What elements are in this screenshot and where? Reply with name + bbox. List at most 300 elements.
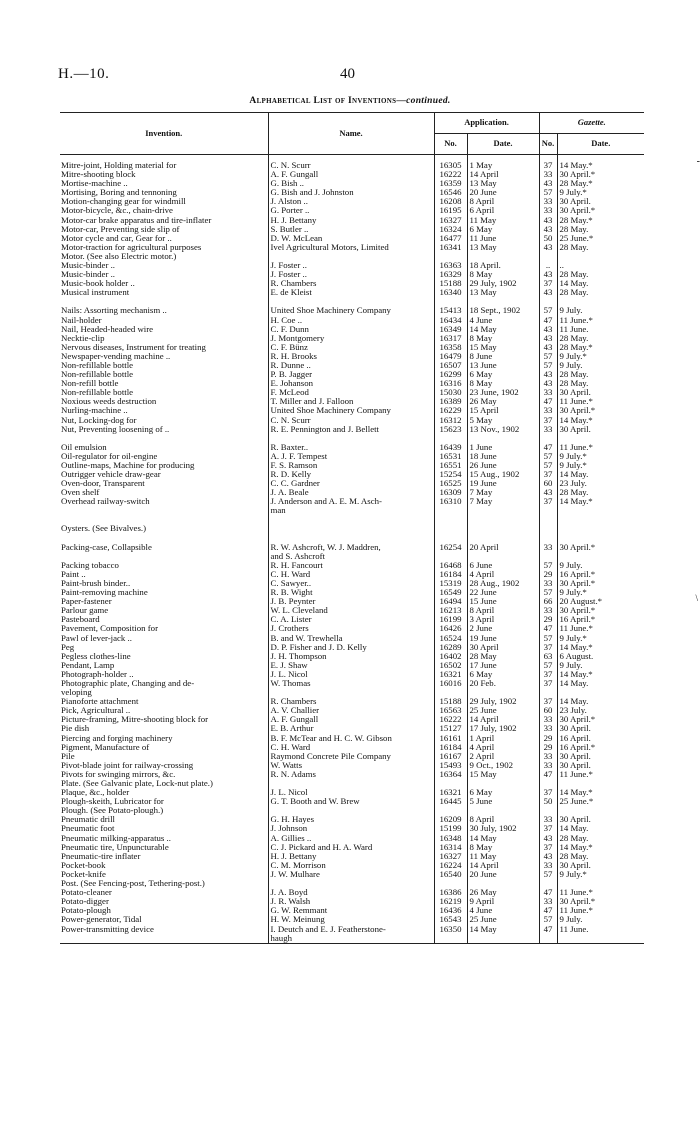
application-date: 14 April	[467, 170, 539, 179]
name-cell: F. S. Ramson	[268, 461, 434, 470]
application-date: 30 July, 1902	[467, 824, 539, 833]
application-number	[434, 297, 467, 306]
gazette-date: 14 May.*	[557, 788, 644, 797]
invention-cell: Motor cycle and car, Gear for ..	[61, 233, 172, 243]
table-row	[60, 225, 644, 234]
name-cell: R. B. Wight	[268, 588, 434, 597]
table-row	[60, 216, 644, 225]
table-row	[60, 252, 644, 261]
application-date: 4 April	[467, 743, 539, 752]
gazette-number: 57	[539, 870, 557, 879]
application-number: 15319	[434, 579, 467, 588]
application-number: 15030	[434, 388, 467, 397]
application-number: 16184	[434, 570, 467, 579]
gazette-date: 9 July.	[557, 361, 644, 370]
name-cell: J. Johnson	[268, 824, 434, 833]
application-date	[467, 297, 539, 306]
gazette-number: 57	[539, 915, 557, 924]
gazette-number: 57	[539, 634, 557, 643]
gazette-number: 37	[539, 279, 557, 288]
table-row	[60, 843, 644, 852]
application-number: 16386	[434, 888, 467, 897]
application-date: 15 May	[467, 770, 539, 779]
gazette-date: 14 May.*	[557, 843, 644, 852]
gazette-date: 11 June.*	[557, 443, 644, 452]
application-number: 16494	[434, 597, 467, 606]
gazette-number	[539, 434, 557, 443]
gazette-number: 37	[539, 497, 557, 506]
application-number: 16341	[434, 243, 467, 252]
gazette-date: 20 August.*	[557, 597, 644, 606]
name-cell: F. McLeod	[268, 388, 434, 397]
gazette-number: 33	[539, 724, 557, 733]
application-number: 16436	[434, 906, 467, 915]
gazette-date: 30 April.*	[557, 170, 644, 179]
application-number: 16348	[434, 834, 467, 843]
invention-cell: Nut, Preventing loosening of ..	[61, 424, 170, 434]
application-date: 13 Nov., 1902	[467, 425, 539, 434]
application-number	[434, 515, 467, 524]
gazette-date	[557, 252, 644, 261]
invention-cell: Paint-removing machine	[61, 588, 148, 598]
application-number: 16254	[434, 543, 467, 552]
application-number: 16359	[434, 179, 467, 188]
name-cell: I. Deutch and E. J. Featherstone-	[268, 925, 434, 934]
application-date: 13 June	[467, 361, 539, 370]
application-number	[434, 806, 467, 815]
application-date: 18 June	[467, 452, 539, 461]
gazette-date: 9 July.*	[557, 461, 644, 470]
invention-cell: Potato-digger	[61, 897, 109, 907]
gazette-date: 11 June.*	[557, 316, 644, 325]
gazette-date: ..	[557, 261, 644, 270]
name-cell	[268, 515, 434, 524]
name-cell: R. N. Adams	[268, 770, 434, 779]
name-cell: C. N. Scurr	[268, 416, 434, 425]
gazette-date: 25 June.*	[557, 234, 644, 243]
col-header-gaz-no: No.	[539, 134, 557, 155]
application-number: 16161	[434, 734, 467, 743]
application-date: 23 June, 1902	[467, 388, 539, 397]
gazette-date: 11 June.*	[557, 770, 644, 779]
table-row	[60, 606, 644, 615]
gazette-number: 57	[539, 352, 557, 361]
application-number: 16350	[434, 925, 467, 934]
table-row	[60, 824, 644, 833]
application-number: 16199	[434, 615, 467, 624]
col-header-name: Name.	[268, 113, 434, 155]
application-date: 1 June	[467, 443, 539, 452]
table-row	[60, 770, 644, 779]
name-cell	[268, 434, 434, 443]
table-row	[60, 352, 644, 361]
gazette-number: 43	[539, 343, 557, 352]
invention-cell: Pendant, Lamp	[61, 660, 115, 670]
invention-cell: Music-binder ..	[61, 261, 115, 271]
application-number: 16439	[434, 443, 467, 452]
application-date: 8 May	[467, 379, 539, 388]
application-date: 11 May	[467, 216, 539, 225]
gazette-number: ..	[539, 261, 557, 270]
gazette-date: 30 April.	[557, 752, 644, 761]
gazette-date: 30 April.*	[557, 206, 644, 215]
gazette-number: 43	[539, 325, 557, 334]
invention-cell: Motor-bicycle, &c., chain-drive	[61, 206, 173, 216]
table-row	[60, 243, 644, 252]
gazette-date: 28 May.	[557, 370, 644, 379]
application-number	[434, 688, 467, 697]
invention-cell: Pneumatic drill	[61, 815, 115, 825]
application-number: 16208	[434, 197, 467, 206]
gazette-date: 9 July.	[557, 915, 644, 924]
application-number: 16222	[434, 715, 467, 724]
gazette-number	[539, 934, 557, 944]
name-cell: J. Foster ..	[268, 270, 434, 279]
application-date: 19 June	[467, 479, 539, 488]
table-row	[60, 488, 644, 497]
gazette-number: 29	[539, 570, 557, 579]
invention-cell: Pneumatic milking-apparatus ..	[61, 833, 171, 843]
gazette-date: 14 May.	[557, 679, 644, 688]
gazette-number: 37	[539, 416, 557, 425]
gazette-date: 28 May.	[557, 334, 644, 343]
table-row	[60, 306, 644, 315]
application-number: 15127	[434, 724, 467, 733]
gazette-number	[539, 534, 557, 543]
name-cell: E. J. Shaw	[268, 661, 434, 670]
name-cell	[268, 534, 434, 543]
application-date	[467, 515, 539, 524]
invention-cell: Power-transmitting device	[61, 924, 154, 934]
name-cell: H. J. Bettany	[268, 852, 434, 861]
gazette-number: 43	[539, 370, 557, 379]
application-date: 29 July, 1902	[467, 279, 539, 288]
gazette-number: 43	[539, 243, 557, 252]
application-date: 6 June	[467, 561, 539, 570]
table-row	[60, 170, 644, 179]
application-number: 16289	[434, 643, 467, 652]
gazette-date: 30 April.*	[557, 543, 644, 552]
application-number	[434, 779, 467, 788]
application-date: 2 June	[467, 624, 539, 633]
application-date	[467, 252, 539, 261]
invention-cell	[60, 515, 268, 524]
gazette-date: 23 July.	[557, 706, 644, 715]
table-row	[60, 670, 644, 679]
name-cell: R. Chambers	[268, 279, 434, 288]
gazette-date	[557, 434, 644, 443]
table-row	[60, 743, 644, 752]
table-row	[60, 234, 644, 243]
name-cell: S. Butler ..	[268, 225, 434, 234]
application-date: 13 May	[467, 243, 539, 252]
invention-cell: Packing tobacco	[61, 560, 119, 570]
name-cell: E. B. Arthur	[268, 724, 434, 733]
name-cell: P. B. Jagger	[268, 370, 434, 379]
application-date: 7 May	[467, 497, 539, 506]
spacer-row	[60, 534, 644, 543]
gazette-number: 57	[539, 461, 557, 470]
application-number: 16540	[434, 870, 467, 879]
application-date: 11 June	[467, 234, 539, 243]
gazette-number: 33	[539, 815, 557, 824]
table-row	[60, 915, 644, 924]
table-row	[60, 188, 644, 197]
application-date: 6 May	[467, 788, 539, 797]
invention-cell: Nut, Locking-dog for	[61, 415, 137, 425]
application-date: 6 May	[467, 225, 539, 234]
invention-cell: Pile	[61, 751, 75, 761]
gazette-number: 33	[539, 425, 557, 434]
invention-cell: Pocket-knife	[61, 869, 106, 879]
application-date	[467, 688, 539, 697]
application-number: 16184	[434, 743, 467, 752]
table-row	[60, 270, 644, 279]
name-cell: A. F. Gungall	[268, 715, 434, 724]
application-number: 16229	[434, 406, 467, 415]
application-date: 14 May	[467, 925, 539, 934]
application-date: 6 May	[467, 670, 539, 679]
gazette-date: 16 April.*	[557, 570, 644, 579]
gazette-date: 9 July.	[557, 306, 644, 315]
invention-cell: Oil-regulator for oil-engine	[61, 451, 158, 461]
spacer-row	[60, 515, 644, 524]
gazette-number: 57	[539, 188, 557, 197]
table-row	[60, 416, 644, 425]
application-date: 13 May	[467, 288, 539, 297]
invention-cell: Newspaper-vending machine ..	[61, 351, 171, 361]
gazette-date: 9 July.	[557, 661, 644, 670]
gazette-date: 30 April.	[557, 197, 644, 206]
invention-cell: Plough-skeith, Lubricator for	[61, 797, 164, 807]
invention-cell: Pianoforte attachment	[61, 697, 139, 707]
table-row	[60, 934, 644, 944]
application-date: 15 April	[467, 406, 539, 415]
gazette-date	[557, 515, 644, 524]
application-number: 16389	[434, 397, 467, 406]
invention-cell: Pneumatic foot	[61, 824, 115, 834]
table-row	[60, 752, 644, 761]
table-row	[60, 506, 644, 515]
application-date: 8 April	[467, 606, 539, 615]
application-number	[434, 879, 467, 888]
table-row	[60, 443, 644, 452]
name-cell	[268, 806, 434, 815]
name-cell: J. R. Walsh	[268, 897, 434, 906]
application-number: 16310	[434, 497, 467, 506]
gazette-date: 16 April.*	[557, 743, 644, 752]
application-number: 16507	[434, 361, 467, 370]
application-number: 16299	[434, 370, 467, 379]
gazette-date: 11 June.*	[557, 888, 644, 897]
gazette-date: 14 May.	[557, 470, 644, 479]
invention-cell	[60, 506, 268, 515]
gazette-number: 57	[539, 361, 557, 370]
invention-cell: Necktie-clip	[61, 333, 105, 343]
application-number: 15254	[434, 470, 467, 479]
table-row	[60, 179, 644, 188]
application-date: 19 June	[467, 634, 539, 643]
invention-cell: Pivots for swinging mirrors, &c.	[61, 769, 176, 779]
invention-cell: Oysters. (See Bivalves.)	[61, 524, 147, 534]
name-cell: C. Sawyer..	[268, 579, 434, 588]
invention-cell: Oven shelf	[61, 488, 100, 498]
gazette-date: 14 May.*	[557, 497, 644, 506]
application-date: 25 June	[467, 915, 539, 924]
gazette-date	[557, 806, 644, 815]
gazette-number: 43	[539, 334, 557, 343]
table-row	[60, 697, 644, 706]
application-number	[434, 524, 467, 533]
invention-cell: Paint-brush binder..	[61, 578, 131, 588]
gazette-number	[539, 879, 557, 888]
gazette-number: 29	[539, 734, 557, 743]
application-date: 5 June	[467, 797, 539, 806]
application-number: 16502	[434, 661, 467, 670]
application-date: 29 July, 1902	[467, 697, 539, 706]
invention-cell: Mortising, Boring and tennoning	[61, 188, 177, 198]
application-date: 8 April	[467, 197, 539, 206]
gazette-date: 30 April.	[557, 861, 644, 870]
application-number: 16167	[434, 752, 467, 761]
gazette-date: 9 July.*	[557, 634, 644, 643]
table-row	[60, 761, 644, 770]
col-header-app-no: No.	[434, 134, 467, 155]
application-number: 16525	[434, 479, 467, 488]
application-number: 16563	[434, 706, 467, 715]
gazette-date: 30 April.	[557, 425, 644, 434]
application-number: 16445	[434, 797, 467, 806]
table-row	[60, 334, 644, 343]
table-row	[60, 906, 644, 915]
invention-cell: Motion-changing gear for windmill	[61, 197, 186, 207]
application-date: 25 June	[467, 706, 539, 715]
name-cell: W. Watts	[268, 761, 434, 770]
name-cell: G. T. Booth and W. Brew	[268, 797, 434, 806]
gazette-number	[539, 806, 557, 815]
table-row	[60, 388, 644, 397]
application-date: 22 June	[467, 588, 539, 597]
application-number	[434, 434, 467, 443]
name-cell: J. W. Mulhare	[268, 870, 434, 879]
table-row	[60, 497, 644, 506]
col-header-app-date: Date.	[467, 134, 539, 155]
table-row	[60, 524, 644, 533]
gazette-number: 43	[539, 488, 557, 497]
invention-cell: Paper-fastener	[61, 597, 112, 607]
application-date: 13 May	[467, 179, 539, 188]
gazette-date: 30 April.	[557, 761, 644, 770]
name-cell: C. F. Dunn	[268, 325, 434, 334]
gazette-date: 14 May.	[557, 279, 644, 288]
gazette-number: 33	[539, 579, 557, 588]
application-date: 20 June	[467, 870, 539, 879]
gazette-date: 9 July.	[557, 561, 644, 570]
application-number: 16312	[434, 416, 467, 425]
invention-cell: Plaque, &c., holder	[61, 788, 130, 798]
name-cell: C. C. Gardner	[268, 479, 434, 488]
gazette-date	[557, 552, 644, 561]
invention-cell: Pivot-blade joint for railway-crossing	[61, 760, 194, 770]
invention-cell: Mitre-joint, Holding material for	[61, 161, 177, 170]
invention-cell: Motor-car brake apparatus and tire-inflater	[61, 215, 212, 225]
application-date: 6 May	[467, 370, 539, 379]
table-row	[60, 397, 644, 406]
gazette-number: 43	[539, 179, 557, 188]
table-row	[60, 615, 644, 624]
name-cell	[268, 252, 434, 261]
application-date: 6 April	[467, 206, 539, 215]
gazette-number	[539, 515, 557, 524]
invention-cell: Photographic plate, Changing and de-	[61, 678, 195, 688]
application-date: 8 June	[467, 352, 539, 361]
gazette-number	[539, 252, 557, 261]
gazette-date: 14 May.	[557, 697, 644, 706]
gazette-number: 37	[539, 470, 557, 479]
gazette-number: 47	[539, 624, 557, 633]
invention-cell: Pneumatic-tire inflater	[61, 851, 141, 861]
invention-cell: Potato-plough	[61, 906, 111, 916]
invention-cell: Pneumatic tire, Unpuncturable	[61, 842, 169, 852]
name-cell	[268, 297, 434, 306]
application-number: 16209	[434, 815, 467, 824]
invention-cell: Pegless clothes-line	[61, 651, 131, 661]
gazette-number: 47	[539, 443, 557, 452]
gazette-number: 66	[539, 597, 557, 606]
name-cell: J. Foster ..	[268, 261, 434, 270]
application-number: 16317	[434, 334, 467, 343]
table-row	[60, 652, 644, 661]
gazette-date: 30 April.	[557, 724, 644, 733]
gazette-date: 9 July.*	[557, 452, 644, 461]
application-number: 16016	[434, 679, 467, 688]
application-number: 16327	[434, 216, 467, 225]
table-row	[60, 879, 644, 888]
name-cell: E. de Kleist	[268, 288, 434, 297]
invention-cell	[60, 534, 268, 543]
name-cell: J. B. Peynter	[268, 597, 434, 606]
table-row	[60, 316, 644, 325]
name-cell: R. D. Kelly	[268, 470, 434, 479]
name-cell: H. J. Bettany	[268, 216, 434, 225]
gazette-number: 33	[539, 606, 557, 615]
gazette-number	[539, 297, 557, 306]
application-number: 16551	[434, 461, 467, 470]
application-date: 28 May	[467, 652, 539, 661]
gazette-number: 43	[539, 379, 557, 388]
gazette-number	[539, 552, 557, 561]
name-cell: D. W. McLean	[268, 234, 434, 243]
table-row	[60, 852, 644, 861]
gazette-number: 43	[539, 834, 557, 843]
name-cell: J. H. Thompson	[268, 652, 434, 661]
gazette-number: 60	[539, 479, 557, 488]
gazette-number: 50	[539, 234, 557, 243]
name-cell: J. L. Nicol	[268, 670, 434, 679]
application-number: 16224	[434, 861, 467, 870]
table-row	[60, 724, 644, 733]
gazette-date	[557, 506, 644, 515]
gazette-number: 37	[539, 161, 557, 170]
table-row	[60, 543, 644, 552]
application-number: 15623	[434, 425, 467, 434]
application-date: 2 April	[467, 752, 539, 761]
gazette-number: 60	[539, 706, 557, 715]
gazette-number: 29	[539, 615, 557, 624]
table-row	[60, 661, 644, 670]
gazette-date: 6 August.	[557, 652, 644, 661]
name-cell: H. W. Meinung	[268, 915, 434, 924]
